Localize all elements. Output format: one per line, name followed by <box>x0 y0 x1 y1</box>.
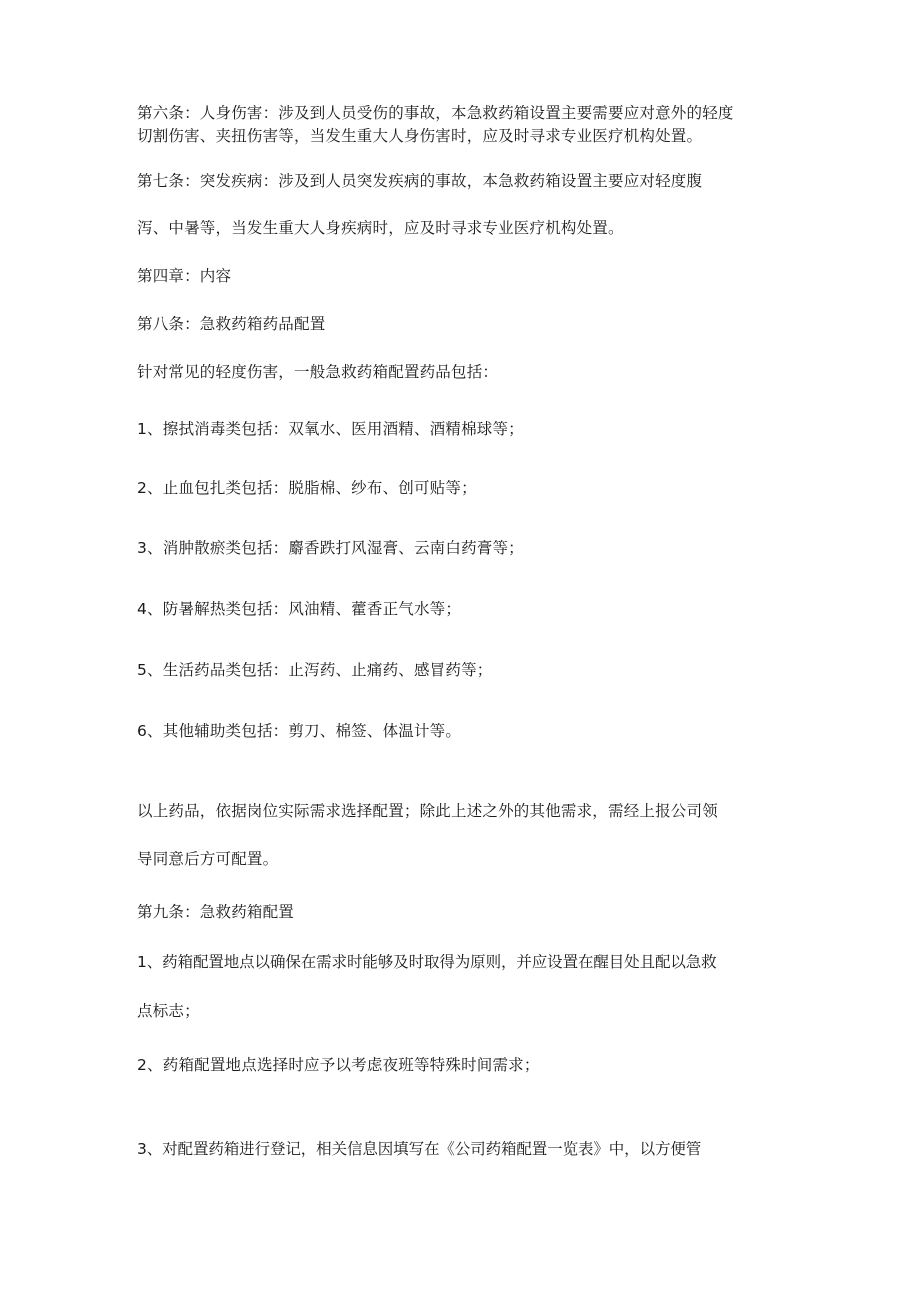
paragraph-line: 第七条：突发疾病：涉及到人员突发疾病的事故，本急救药箱设置主要应对轻度腹 <box>137 172 703 190</box>
paragraph-line: 以上药品，依据岗位实际需求选择配置；除此上述之外的其他需求，需经上报公司领 <box>137 802 718 820</box>
paragraph-line: 针对常见的轻度伤害，一般急救药箱配置药品包括： <box>137 363 499 381</box>
list-item: 2、止血包扎类包括：脱脂棉、纱布、创可贴等； <box>137 479 477 497</box>
list-item: 3、消肿散瘀类包括：麝香跌打风湿膏、云南白药膏等； <box>137 539 524 557</box>
paragraph-line: 泻、中暑等，当发生重大人身疾病时，应及时寻求专业医疗机构处置。 <box>137 219 624 237</box>
list-item: 3、对配置药箱进行登记，相关信息因填写在《公司药箱配置一览表》中，以方便管 <box>137 1140 702 1158</box>
list-item: 1、药箱配置地点以确保在需求时能够及时取得为原则，并应设置在醒目处且配以急救 <box>137 953 717 971</box>
paragraph-line: 导同意后方可配置。 <box>137 850 279 868</box>
list-item: 2、药箱配置地点选择时应予以考虑夜班等特殊时间需求； <box>137 1056 540 1074</box>
article-heading: 第八条：急救药箱药品配置 <box>137 315 326 333</box>
list-item: 6、其他辅助类包括：剪刀、棉签、体温计等。 <box>137 722 462 740</box>
paragraph-line: 第六条：人身伤害：涉及到人员受伤的事故，本急救药箱设置主要需要应对意外的轻度 <box>137 104 734 122</box>
list-item: 1、擦拭消毒类包括：双氧水、医用酒精、酒精棉球等； <box>137 420 524 438</box>
list-item: 4、防暑解热类包括：风油精、藿香正气水等； <box>137 600 462 618</box>
list-item: 5、生活药品类包括：止泻药、止痛药、感冒药等； <box>137 661 493 679</box>
list-item: 点标志； <box>137 1002 200 1020</box>
paragraph-line: 切割伤害、夹扭伤害等，当发生重大人身伤害时，应及时寻求专业医疗机构处置。 <box>137 127 703 145</box>
article-heading: 第九条：急救药箱配置 <box>137 903 295 921</box>
chapter-heading: 第四章：内容 <box>137 267 232 285</box>
